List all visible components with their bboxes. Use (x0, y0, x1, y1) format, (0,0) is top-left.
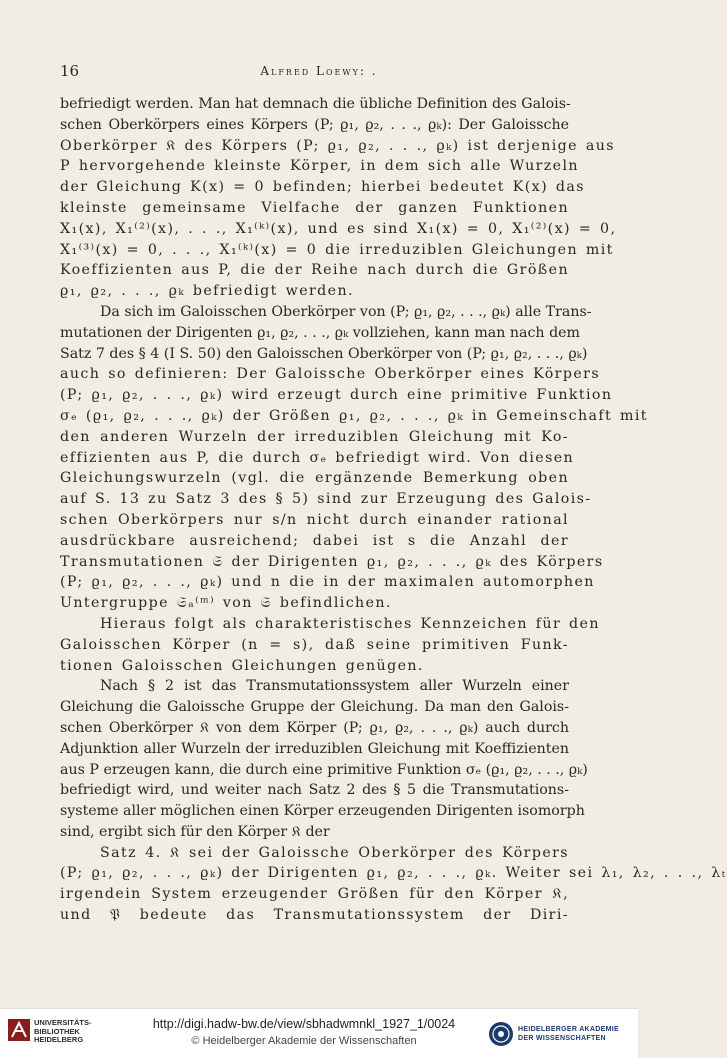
text-line: schen Oberkörpers eines Körpers (P; ϱ₁, ϱ₂, . . ., ϱₖ): Der Galoissche (60, 116, 569, 133)
text-line: Nach § 2 ist das Transmutationssystem aller Wurzeln einer (100, 678, 569, 695)
text-line: X₁⁽³⁾(x) = 0, . . ., X₁⁽ᵏ⁾(x) = 0 die irreduziblen Gleichungen mit (60, 241, 614, 258)
text-line: Adjunktion aller Wurzeln der irreduziblen Gleichung mit Koeffizienten (60, 740, 569, 757)
text-line: schen Oberkörper 𝔎 von dem Körper (P; ϱ₁, ϱ₂, . . ., ϱₖ) auch durch (60, 719, 569, 736)
library-name-3: HEIDELBERG (34, 1035, 84, 1044)
library-emblem-icon (8, 1019, 30, 1041)
text-line: Da sich im Galoisschen Oberkörper von (P; ϱ₁, ϱ₂, . . ., ϱₖ) alle Trans- (100, 303, 592, 320)
academy-name-1: HEIDELBERGER AKADEMIE (518, 1026, 619, 1033)
footer-bar (0, 1008, 638, 1058)
text-line: auf S. 13 zu Satz 3 des § 5) sind zur Erzeugung des Galois- (60, 491, 592, 508)
text-line: Hieraus folgt als charakteristisches Kennzeichen für den (100, 615, 600, 632)
text-line: der Gleichung K(x) = 0 befinden; hierbei bedeutet K(x) das (60, 179, 585, 196)
text-line: schen Oberkörpers nur s/n nicht durch einander rational (60, 511, 569, 528)
running-title: Alfred Loewy: . (260, 64, 378, 78)
text-line: Untergruppe 𝔖ₐ⁽ᵐ⁾ von 𝔖 befindlichen. (60, 595, 392, 612)
academy-seal-icon (488, 1021, 514, 1047)
text-line: (P; ϱ₁, ϱ₂, . . ., ϱₖ) wird erzeugt durch eine primitive Funktion (60, 387, 613, 404)
university-library-logo[interactable] (8, 1019, 118, 1051)
academy-name-2: DER WISSENSCHAFTEN (518, 1035, 606, 1042)
text-line: Gleichung die Galoissche Gruppe der Gleichung. Da man den Galois- (60, 699, 569, 716)
text-line: mutationen der Dirigenten ϱ₁, ϱ₂, . . ., ϱₖ vollziehen, kann man nach dem (60, 324, 581, 341)
text-line: (P; ϱ₁, ϱ₂, . . ., ϱₖ) und n die in der maximalen automorphen (60, 574, 595, 591)
text-line: effizienten aus P, die durch σₑ befriedigt wird. Von diesen (60, 449, 575, 466)
text-line: Transmutationen 𝔖 der Dirigenten ϱ₁, ϱ₂, . . ., ϱₖ des Körpers (60, 553, 604, 570)
text-line: befriedigt werden. Man hat demnach die übliche Definition des Galois- (60, 96, 571, 112)
text-line: Koeffizienten aus P, die der Reihe nach durch die Größen (60, 262, 569, 279)
text-line: auch so definieren: Der Galoissche Oberkörper eines Körpers (60, 366, 601, 383)
library-name-1: UNIVERSITÄTS- (34, 1018, 92, 1027)
text-line: befriedigt wird, und weiter nach Satz 2 des § 5 die Transmutations- (60, 782, 569, 799)
text-line: tionen Galoisschen Gleichungen genügen. (60, 657, 424, 674)
document-url[interactable]: http://digi.hadw-bw.de/view/sbhadwmnkl_1927_1/0024 (152, 1017, 456, 1031)
text-line: und 𝔓 bedeute das Transmutationssystem der Diri- (60, 907, 569, 924)
text-line: sind, ergibt sich für den Körper 𝔎 der (60, 823, 330, 840)
text-line: σₑ (ϱ₁, ϱ₂, . . ., ϱₖ) der Größen ϱ₁, ϱ₂, . . ., ϱₖ in Gemeinschaft mit (60, 407, 648, 424)
text-line: (P; ϱ₁, ϱ₂, . . ., ϱₖ) der Dirigenten ϱ₁, ϱ₂, . . ., ϱₖ. Weiter sei λ₁, λ₂, . . ., λₜ (60, 865, 727, 882)
library-name-2: BIBLIOTHEK (34, 1026, 80, 1036)
text-line: irgendein System erzeugender Größen für den Körper 𝔎, (60, 886, 569, 903)
text-line: Satz 7 des § 4 (I S. 50) den Galoisschen Oberkörper von (P; ϱ₁, ϱ₂, . . ., ϱₖ) (60, 345, 588, 362)
text-line: X₁(x), X₁⁽²⁾(x), . . ., X₁⁽ᵏ⁾(x), und es sind X₁(x) = 0, X₁⁽²⁾(x) = 0, (60, 220, 617, 237)
page-number: 16 (60, 62, 80, 80)
text-line: den anderen Wurzeln der irreduziblen Gleichung mit Ko- (60, 428, 569, 445)
text-line: systeme aller möglichen einen Körper erzeugenden Dirigenten isomorph (60, 803, 585, 820)
body-text (60, 94, 727, 926)
text-line: kleinste gemeinsame Vielfache der ganzen Funktionen (60, 199, 569, 216)
text-line: ausdrückbare ausreichend; dabei ist s die Anzahl der (60, 532, 569, 549)
page-header (60, 62, 578, 82)
copyright-notice: © Heidelberger Akademie der Wissenschaften (191, 1035, 417, 1047)
theorem-line: Satz 4. 𝔎 sei der Galoissche Oberkörper des Körpers (100, 844, 569, 861)
text-line: Galoisschen Körper (n = s), daß seine primitiven Funk- (60, 636, 569, 653)
text-line: ϱ₁, ϱ₂, . . ., ϱₖ befriedigt werden. (60, 283, 354, 300)
text-line: P hervorgehende kleinste Körper, in dem sich alle Wurzeln (60, 158, 579, 175)
text-line: aus P erzeugen kann, die durch eine primitive Funktion σₑ (ϱ₁, ϱ₂, . . ., ϱₖ) (60, 761, 588, 778)
text-line: Oberkörper 𝔎 des Körpers (P; ϱ₁, ϱ₂, . . ., ϱₖ) ist derjenige aus (60, 137, 615, 154)
text-line: Gleichungswurzeln (vgl. die ergänzende Bemerkung oben (60, 470, 569, 487)
academy-logo[interactable] (488, 1021, 630, 1051)
